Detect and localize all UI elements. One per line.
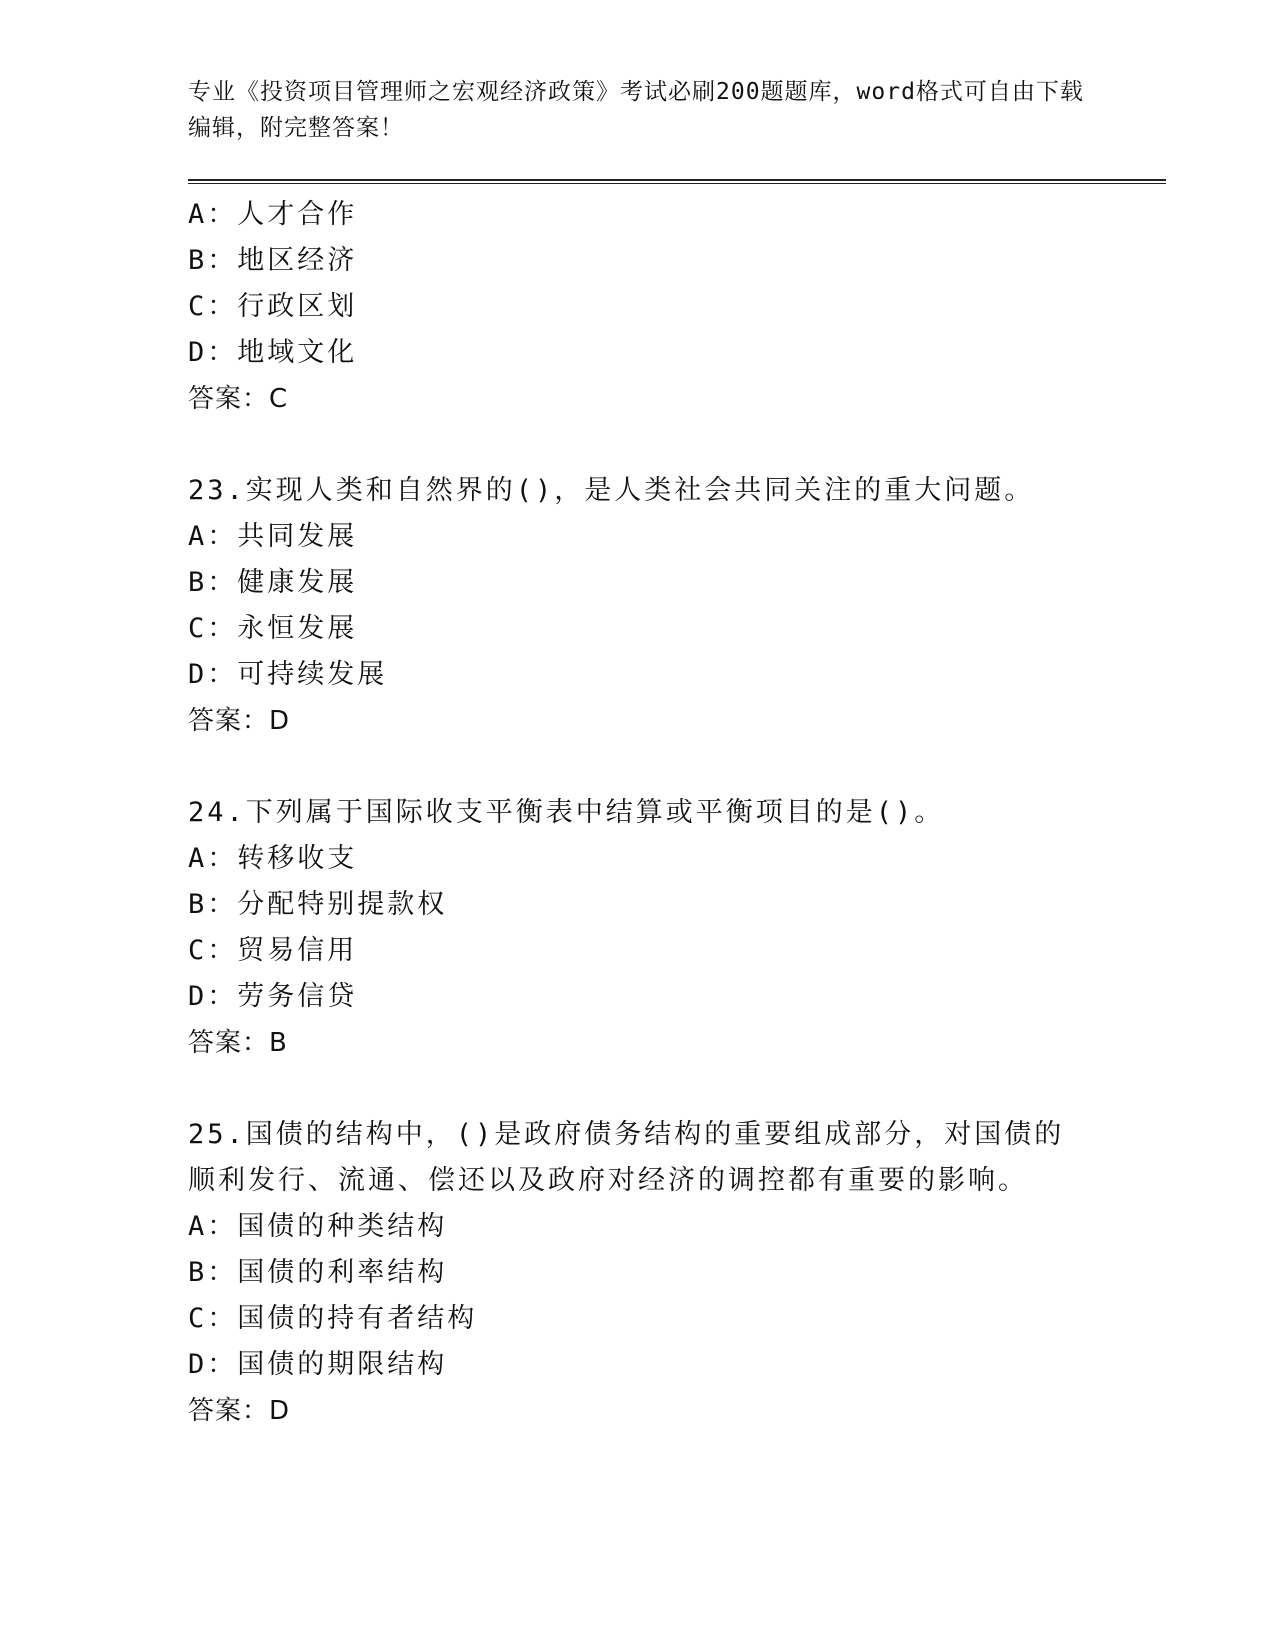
question-block	[188, 468, 1088, 744]
answer: 答案：D	[188, 706, 291, 736]
option-d: D：地域文化	[188, 337, 358, 368]
answer: 答案：C	[188, 384, 289, 414]
question-block	[188, 192, 1088, 422]
option-d: D：可持续发展	[188, 659, 388, 690]
option-a: A：国债的种类结构	[188, 1211, 448, 1242]
option-c: C：永恒发展	[188, 613, 358, 644]
option-d: D：国债的期限结构	[188, 1349, 448, 1380]
option-c: C：贸易信用	[188, 935, 358, 966]
document-header: 专业《投资项目管理师之宏观经济政策》考试必刷200题题库，word格式可自由下载编辑，附完整答案！	[188, 79, 1084, 141]
question-block	[188, 1112, 1088, 1434]
question-text: 25.国债的结构中，()是政府债务结构的重要组成部分，对国债的顺利发行、流通、偿还以及政府对经济的调控都有重要的影响。	[188, 1119, 1065, 1196]
option-a: A：转移收支	[188, 843, 358, 874]
option-c: C：国债的持有者结构	[188, 1303, 478, 1334]
option-a: A：人才合作	[188, 199, 358, 230]
option-b: B：国债的利率结构	[188, 1257, 448, 1288]
spacer	[188, 1066, 1088, 1112]
header-divider	[188, 179, 1166, 184]
option-b: B：地区经济	[188, 245, 358, 276]
option-b: B：分配特别提款权	[188, 889, 448, 920]
question-block	[188, 790, 1088, 1066]
option-a: A：共同发展	[188, 521, 358, 552]
question-text: 24.下列属于国际收支平衡表中结算或平衡项目的是()。	[188, 797, 945, 828]
answer: 答案：B	[188, 1028, 288, 1058]
spacer	[188, 422, 1088, 468]
option-c: C：行政区划	[188, 291, 358, 322]
spacer	[188, 744, 1088, 790]
option-b: B：健康发展	[188, 567, 358, 598]
option-d: D：劳务信贷	[188, 981, 358, 1012]
question-list	[188, 192, 1088, 1434]
question-text: 23.实现人类和自然界的()，是人类社会共同关注的重大问题。	[188, 475, 1035, 506]
answer: 答案：D	[188, 1396, 291, 1426]
